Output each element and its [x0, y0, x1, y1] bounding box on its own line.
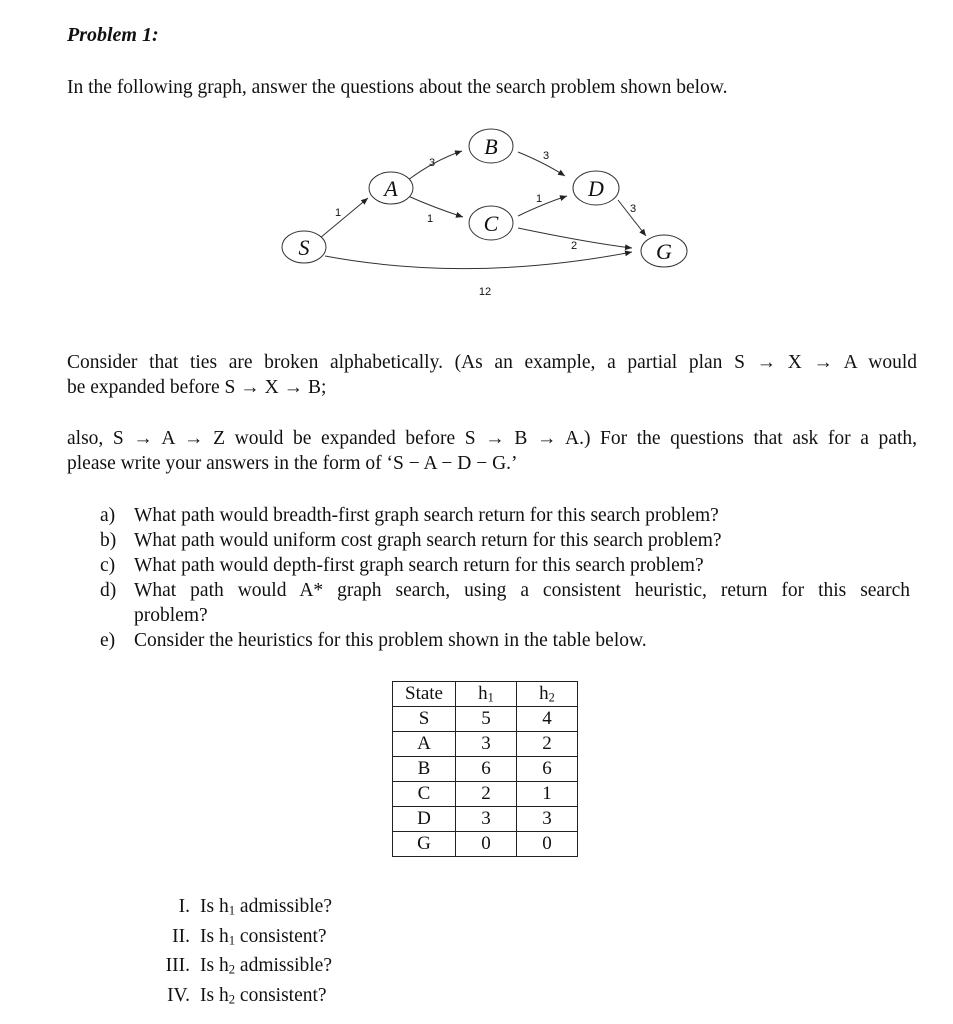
question-a [100, 503, 910, 528]
cell-h2: 2 [517, 732, 578, 757]
table-header-row [393, 682, 578, 707]
edge-s-g [325, 252, 632, 269]
weight-s-a: 1 [334, 207, 342, 219]
search-graph [270, 118, 700, 303]
weight-d-g: 3 [629, 203, 637, 215]
table-row [393, 732, 578, 757]
weight-c-g: 2 [570, 240, 578, 252]
table-row [393, 807, 578, 832]
edge-c-d [518, 196, 567, 216]
path-format-line-2: please write your answers in the form of ‘S − A − D − G.’ [67, 453, 518, 474]
header-h2: $h_2$ [517, 682, 578, 707]
question-label: b) [100, 530, 117, 551]
question-b [100, 528, 910, 553]
cell-h2: 6 [517, 757, 578, 782]
tie-break-line-2: be expanded before S → X → B; [67, 377, 327, 398]
question-d [100, 578, 910, 628]
node-a-label: A [384, 176, 398, 201]
subquestion-number: III. [165, 955, 190, 977]
problem-title: Problem 1: [67, 24, 159, 46]
subquestion-number: II. [172, 925, 190, 947]
subquestion-text: Is $h_2$ consistent? [200, 984, 327, 1007]
header-state: State [393, 682, 456, 707]
cell-h1: 6 [456, 757, 517, 782]
table-row [393, 707, 578, 732]
subquestion-number: IV. [167, 984, 190, 1006]
subquestion-i [130, 894, 332, 924]
subquestion-iv [130, 983, 332, 1013]
cell-h1: 0 [456, 832, 517, 857]
table-row [393, 782, 578, 807]
edge-s-a [320, 198, 368, 238]
weight-a-b: 3 [428, 157, 436, 169]
subquestion-ii [130, 924, 332, 954]
intro-text: In the following graph, answer the questions about the search problem shown below. [67, 77, 728, 98]
question-text: What path would depth-first graph search return for this search problem? [134, 555, 704, 576]
path-format-line-1: also, S → A → Z would be expanded before S → B → A.) For the questions that ask for a path, [67, 428, 917, 449]
cell-state: D [393, 807, 456, 832]
subquestion-text: Is $h_1$ admissible? [200, 896, 332, 918]
weight-s-g: 12 [478, 286, 492, 298]
subquestion-iii [130, 953, 332, 983]
cell-state: B [393, 757, 456, 782]
question-text-line-2: problem? [134, 605, 208, 626]
question-label: e) [100, 630, 116, 651]
cell-h2: 0 [517, 832, 578, 857]
question-text: What path would breadth-first graph search return for this search problem? [134, 505, 719, 526]
subquestion-list [130, 894, 332, 1012]
cell-state: C [393, 782, 456, 807]
heuristic-table [392, 681, 578, 857]
cell-h2: 1 [517, 782, 578, 807]
cell-h1: 3 [456, 807, 517, 832]
cell-state: A [393, 732, 456, 757]
question-e [100, 628, 910, 653]
tie-break-line-1: Consider that ties are broken alphabetically. (As an example, a partial plan S → X → A would [67, 352, 917, 373]
node-g-label: G [656, 239, 672, 264]
node-d-label: D [588, 176, 604, 201]
subquestion-text: Is $h_1$ consistent? [200, 925, 327, 948]
header-h1: $h_1$ [456, 682, 517, 707]
weight-b-d: 3 [542, 150, 550, 162]
weight-a-c: 1 [426, 213, 434, 225]
node-s-label: S [298, 235, 310, 260]
node-b-label: B [484, 134, 498, 159]
table-row [393, 832, 578, 857]
question-list [100, 503, 910, 653]
cell-h2: 3 [517, 807, 578, 832]
question-label: a) [100, 505, 116, 526]
cell-state: S [393, 707, 456, 732]
cell-h1: 5 [456, 707, 517, 732]
cell-state: G [393, 832, 456, 857]
question-label: c) [100, 555, 116, 576]
edge-a-c [408, 196, 463, 217]
weight-c-d: 1 [535, 193, 543, 205]
question-text-line-1: What path would A* graph search, using a consistent heuristic, return for this search [134, 580, 910, 601]
cell-h1: 2 [456, 782, 517, 807]
node-c-label: C [483, 211, 499, 236]
cell-h1: 3 [456, 732, 517, 757]
edge-b-d [518, 152, 565, 176]
question-c [100, 553, 910, 578]
subquestion-number: I. [178, 896, 190, 917]
question-label: d) [100, 580, 117, 601]
subquestion-text: Is $h_2$ admissible? [200, 955, 332, 977]
table-row [393, 757, 578, 782]
question-text: What path would uniform cost graph search return for this search problem? [134, 530, 722, 551]
cell-h2: 4 [517, 707, 578, 732]
question-text: Consider the heuristics for this problem shown in the table below. [134, 630, 647, 651]
